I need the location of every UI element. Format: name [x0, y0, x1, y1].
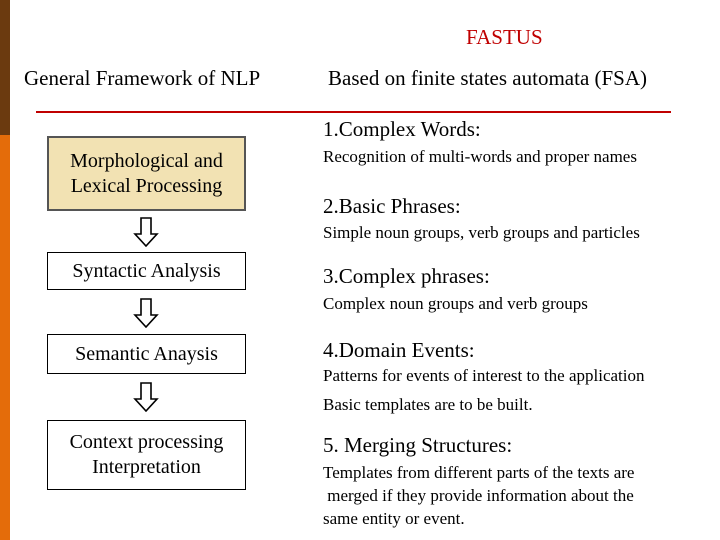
- sidebar-accent-orange: [0, 135, 10, 540]
- box-label-line2: Lexical Processing: [70, 174, 223, 197]
- step-desc-basic-phrases: Simple noun groups, verb groups and particles: [323, 223, 640, 242]
- step-title-complex-words: 1.Complex Words:: [323, 117, 481, 141]
- step-desc-complex-phrases: Complex noun groups and verb groups: [323, 294, 588, 313]
- step-title-domain-events: 4.Domain Events:: [323, 338, 475, 362]
- fsa-heading: Based on finite states automata (FSA): [328, 66, 648, 90]
- down-arrow-icon: [133, 217, 159, 247]
- slide-title: FASTUS: [466, 25, 543, 49]
- step-title-basic-phrases: 2.Basic Phrases:: [323, 194, 461, 218]
- step-desc-merging-line2: merged if they provide information about the: [323, 486, 634, 505]
- box-label: Syntactic Analysis: [72, 259, 221, 282]
- heading-divider: [36, 111, 671, 113]
- framework-heading: General Framework of NLP: [24, 66, 261, 90]
- framework-box-context: [47, 420, 246, 490]
- framework-box-semantic: [47, 334, 246, 374]
- framework-box-morphological: [47, 136, 246, 211]
- box-label-line1: Morphological and: [70, 149, 223, 172]
- box-label-line2: Interpretation: [92, 456, 201, 478]
- step-desc-merging-line1: Templates from different parts of the texts are: [323, 463, 635, 482]
- box-label-line1: Context processing: [69, 431, 224, 453]
- box-label: Semantic Anaysis: [75, 342, 218, 365]
- step-title-merging-structures: 5. Merging Structures:: [323, 433, 513, 457]
- sidebar-accent-dark: [0, 0, 10, 135]
- step-desc-merging-line3: same entity or event.: [323, 509, 465, 528]
- down-arrow-icon: [133, 298, 159, 328]
- step-title-complex-phrases: 3.Complex phrases:: [323, 264, 490, 288]
- step-desc-domain-events-line1: Patterns for events of interest to the application: [323, 366, 645, 385]
- step-desc-complex-words: Recognition of multi-words and proper names: [323, 147, 637, 166]
- step-desc-domain-events-line2: Basic templates are to be built.: [323, 395, 533, 414]
- framework-box-syntactic: [47, 252, 246, 290]
- down-arrow-icon: [133, 382, 159, 412]
